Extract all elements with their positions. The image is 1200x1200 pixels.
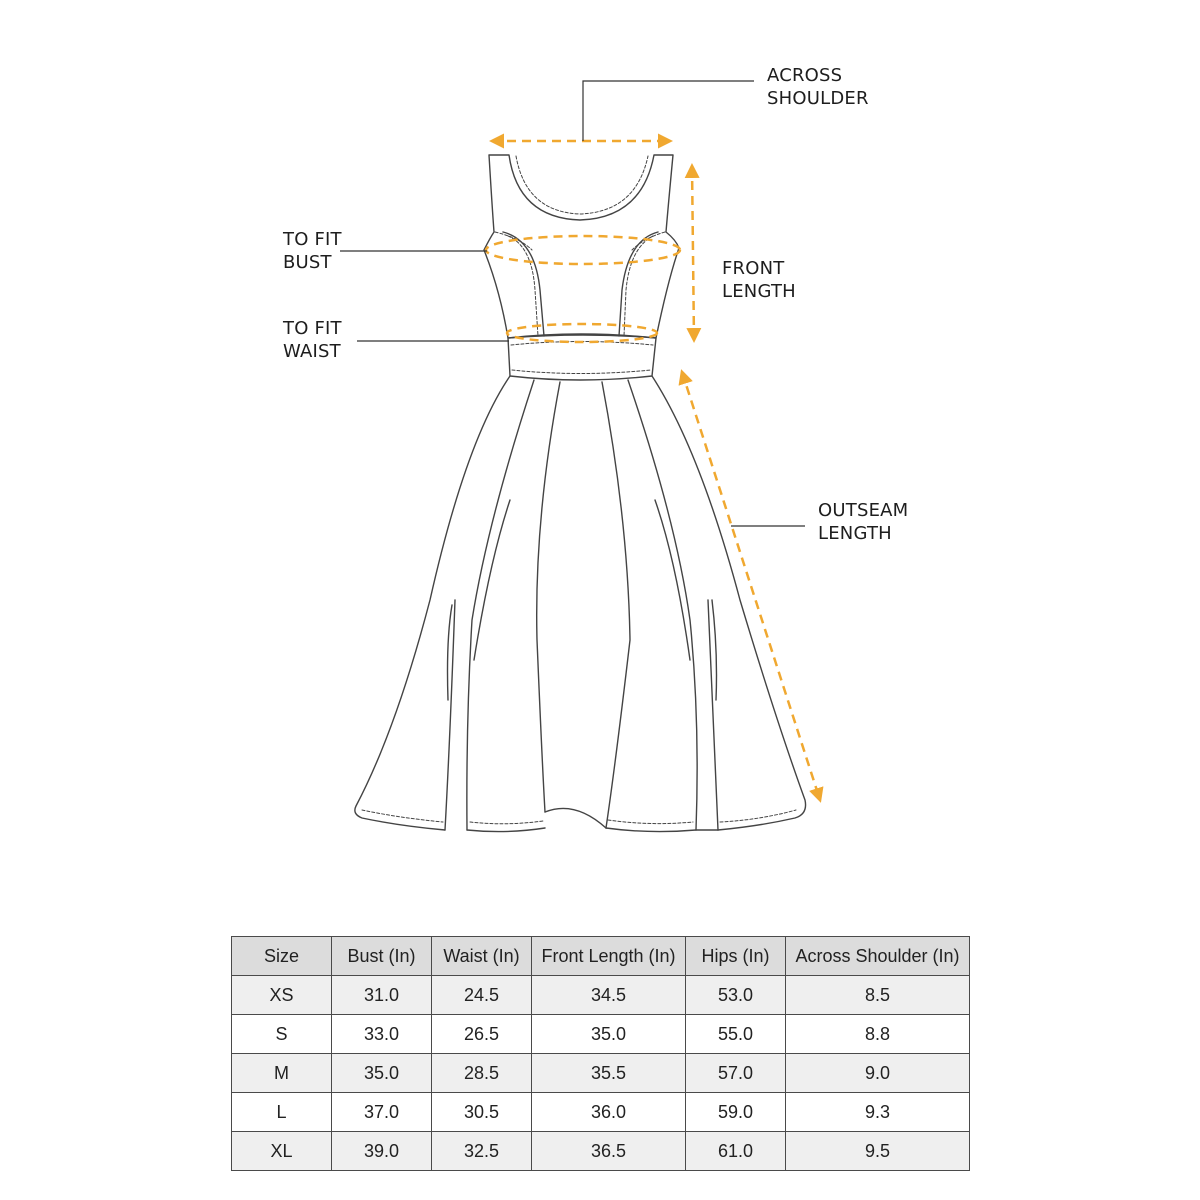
cell-size: M — [232, 1054, 332, 1093]
cell-size: S — [232, 1015, 332, 1054]
front-length-callout: FRONT LENGTH — [722, 258, 796, 302]
cell-front-length: 36.5 — [532, 1132, 686, 1171]
table-row — [232, 1093, 970, 1132]
cell-front-length: 34.5 — [532, 976, 686, 1015]
to-fit-waist-callout: TO FIT WAIST — [283, 318, 342, 362]
cell-front-length: 35.5 — [532, 1054, 686, 1093]
outseam-length-arrow — [682, 372, 820, 800]
header-waist: Waist (In) — [432, 937, 532, 976]
cell-across-shoulder: 9.3 — [786, 1093, 970, 1132]
cell-waist: 30.5 — [432, 1093, 532, 1132]
cell-hips: 57.0 — [686, 1054, 786, 1093]
across-shoulder-leader — [583, 81, 754, 141]
cell-front-length: 36.0 — [532, 1093, 686, 1132]
outseam-length-callout: OUTSEAM LENGTH — [818, 500, 909, 544]
cell-across-shoulder: 8.8 — [786, 1015, 970, 1054]
cell-size: XL — [232, 1132, 332, 1171]
cell-waist: 28.5 — [432, 1054, 532, 1093]
header-bust: Bust (In) — [332, 937, 432, 976]
cell-waist: 32.5 — [432, 1132, 532, 1171]
measurement-arrows — [486, 141, 820, 800]
cell-bust: 35.0 — [332, 1054, 432, 1093]
cell-waist: 26.5 — [432, 1015, 532, 1054]
cell-hips: 61.0 — [686, 1132, 786, 1171]
cell-size: L — [232, 1093, 332, 1132]
cell-bust: 33.0 — [332, 1015, 432, 1054]
leader-lines — [340, 81, 805, 526]
cell-hips: 55.0 — [686, 1015, 786, 1054]
header-front-length: Front Length (In) — [532, 937, 686, 976]
bust-ellipse — [486, 236, 680, 264]
cell-hips: 53.0 — [686, 976, 786, 1015]
cell-across-shoulder: 9.0 — [786, 1054, 970, 1093]
table-row — [232, 1015, 970, 1054]
header-size: Size — [232, 937, 332, 976]
table-row — [232, 976, 970, 1015]
front-length-arrow — [692, 166, 694, 340]
across-shoulder-callout: ACROSS SHOULDER — [767, 65, 869, 109]
table-row — [232, 1132, 970, 1171]
cell-hips: 59.0 — [686, 1093, 786, 1132]
cell-across-shoulder: 9.5 — [786, 1132, 970, 1171]
table-header-row — [232, 937, 970, 976]
cell-front-length: 35.0 — [532, 1015, 686, 1054]
cell-waist: 24.5 — [432, 976, 532, 1015]
header-across-shoulder: Across Shoulder (In) — [786, 937, 970, 976]
to-fit-bust-callout: TO FIT BUST — [283, 229, 342, 273]
cell-bust: 31.0 — [332, 976, 432, 1015]
cell-bust: 39.0 — [332, 1132, 432, 1171]
cell-bust: 37.0 — [332, 1093, 432, 1132]
cell-size: XS — [232, 976, 332, 1015]
waist-ellipse — [507, 324, 657, 342]
table-row — [232, 1054, 970, 1093]
header-hips: Hips (In) — [686, 937, 786, 976]
cell-across-shoulder: 8.5 — [786, 976, 970, 1015]
size-chart-table — [231, 936, 970, 1171]
